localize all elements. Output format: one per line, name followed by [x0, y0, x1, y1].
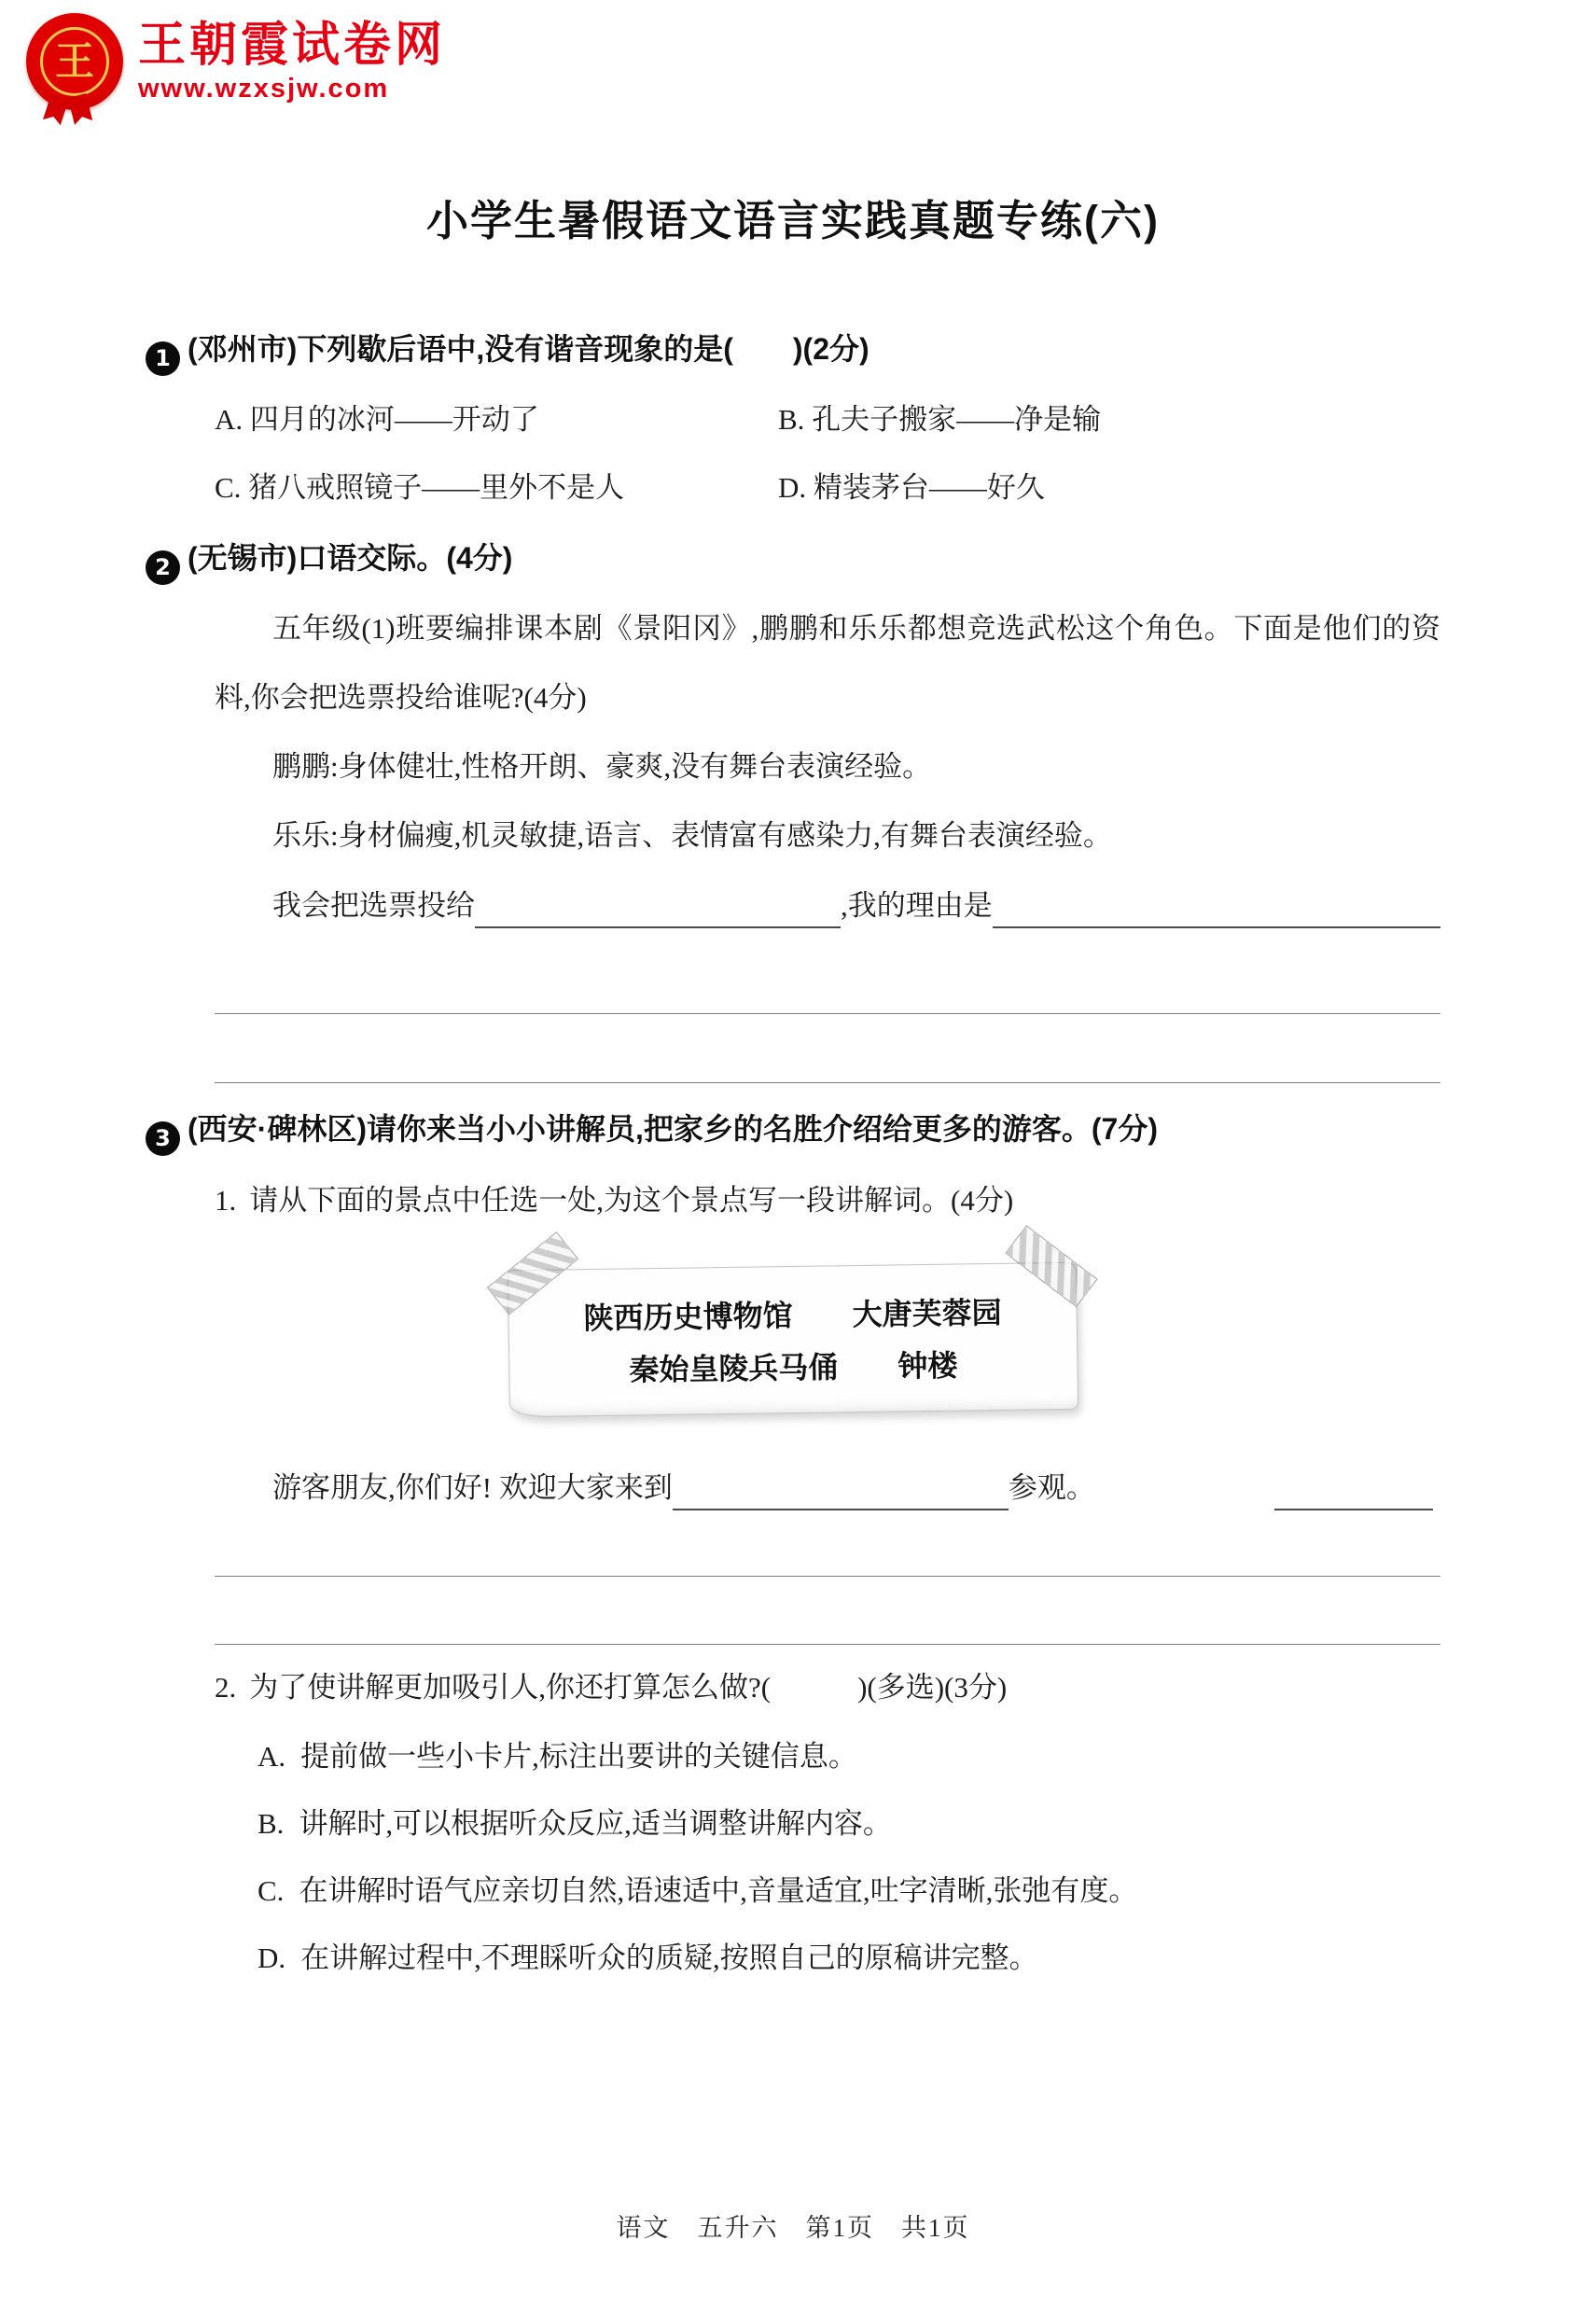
site-header	[26, 13, 446, 110]
answer-line	[215, 1576, 1440, 1577]
q1-option-c-key: C.	[215, 471, 242, 504]
answer-line	[215, 1013, 1440, 1014]
scenic-spots-row-1: 陕西历史博物馆 大唐芙蓉园	[583, 1295, 1002, 1336]
q3-sub2-text: 为了使讲解更加吸引人,你还打算怎么做?( )(多选)(3分)	[249, 1671, 1008, 1704]
footer-page-info: 语文 五升六 第1页 共1页	[616, 2214, 970, 2242]
question-1-source: (邓州市)	[188, 332, 298, 366]
scenic-note-wrapper	[146, 1266, 1440, 1413]
q2-answer-fill-line	[215, 870, 1440, 941]
exam-content	[0, 187, 1586, 1992]
q1-option-c-text: 猪八戒照镜子——里外不是人	[248, 471, 625, 504]
q3-option-d-key: D.	[257, 1941, 286, 1974]
question-1-number-badge: 1	[146, 341, 180, 376]
q1-option-d-text: 精装茅台——好久	[813, 471, 1045, 504]
question-3-source: (西安·碑林区)	[188, 1112, 367, 1146]
question-3-text: 请你来当小小讲解员,把家乡的名胜介绍给更多的游客。(7分)	[366, 1112, 1158, 1146]
q3-option-c-key: C.	[257, 1874, 285, 1907]
question-1-stem	[146, 313, 1440, 385]
seal-character: 王	[54, 39, 94, 83]
q1-option-c	[215, 453, 778, 522]
q3-option-c	[257, 1858, 1440, 1925]
q3-greet-prefix: 游客朋友,你们好! 欢迎大家来到	[272, 1471, 673, 1504]
answer-blank	[993, 926, 1440, 928]
question-3-number-badge: 3	[146, 1121, 180, 1156]
q3-option-b-key: B.	[257, 1807, 285, 1840]
seal-ring	[40, 27, 109, 96]
q3-option-a-key: A.	[257, 1740, 286, 1773]
question-2-source: (无锡市)	[188, 541, 298, 575]
q3-sub2	[215, 1652, 1440, 1723]
question-1-text: 下列歇后语中,没有谐音现象的是( )(2分)	[297, 332, 870, 366]
q3-sub1	[215, 1165, 1440, 1236]
q1-option-d	[778, 453, 1440, 522]
scenic-spots-note-card	[508, 1262, 1078, 1418]
q3-option-d-text: 在讲解过程中,不理睬听众的质疑,按照自己的原稿讲完整。	[300, 1941, 1038, 1974]
q1-option-b-text: 孔夫子搬家——净是输	[812, 403, 1102, 436]
q3-option-b-text: 讲解时,可以根据听众反应,适当调整讲解内容。	[299, 1807, 892, 1840]
question-3-stem	[146, 1092, 1440, 1165]
q3-option-c-text: 在讲解时语气应亲切自然,语速适中,音量适宜,吐字清晰,张弛有度。	[299, 1874, 1138, 1907]
q1-option-b	[778, 385, 1440, 453]
site-name: 王朝霞试卷网	[138, 18, 447, 72]
q2-fill-prefix: 我会把选票投给	[272, 889, 475, 922]
q3-sub2-number: 2.	[215, 1671, 237, 1704]
answer-blank	[475, 926, 841, 928]
q3-option-b	[257, 1790, 1440, 1858]
q3-option-d	[257, 1925, 1440, 1992]
q1-option-a	[215, 385, 778, 453]
site-url: www.wzxsjw.com	[138, 73, 390, 104]
q3-sub1-number: 1.	[215, 1184, 237, 1217]
q3-greet-suffix: 参观。	[1008, 1471, 1095, 1504]
q3-option-a	[257, 1723, 1440, 1790]
answer-blank	[673, 1509, 1009, 1510]
q1-option-b-key: B.	[778, 403, 805, 436]
question-2-number-badge: 2	[146, 550, 180, 585]
q1-option-d-key: D.	[778, 471, 807, 504]
q2-intro-paragraph: 五年级(1)班要编排课本剧《景阳冈》,鹏鹏和乐乐都想竞选武松这个角色。下面是他们的资料,你会把选票投给谁呢?(4分)	[215, 612, 1440, 714]
answer-line	[215, 1644, 1440, 1645]
q3-sub1-text: 请从下面的景点中任选一处,为这个景点写一段讲解词。(4分)	[249, 1184, 1014, 1217]
q2-profile-lele: 乐乐:身材偏瘦,机灵敏捷,语言、表情富有感染力,有舞台表演经验。	[272, 819, 1112, 852]
page-title: 小学生暑假语文语言实践真题专练(六)	[426, 197, 1160, 244]
q1-option-a-key: A.	[215, 403, 243, 436]
q2-profile-pengpeng: 鹏鹏:身体健壮,性格开朗、豪爽,没有舞台表演经验。	[272, 750, 932, 783]
answer-blank	[1274, 1509, 1433, 1510]
site-brand	[138, 19, 446, 104]
q1-option-a-text: 四月的冰河——开动了	[249, 403, 539, 436]
site-logo-seal-icon	[26, 13, 123, 110]
question-1-options	[215, 385, 1440, 522]
question-2-text: 口语交际。(4分)	[297, 541, 513, 575]
q3-option-a-text: 提前做一些小卡片,标注出要讲的关键信息。	[300, 1740, 857, 1773]
answer-line	[215, 1082, 1440, 1083]
question-2-stem	[146, 522, 1440, 594]
q2-fill-middle: ,我的理由是	[841, 889, 993, 922]
q3-greeting-fill-line	[215, 1453, 1440, 1524]
scenic-spots-row-2: 秦始皇陵兵马俑 钟楼	[629, 1348, 958, 1387]
